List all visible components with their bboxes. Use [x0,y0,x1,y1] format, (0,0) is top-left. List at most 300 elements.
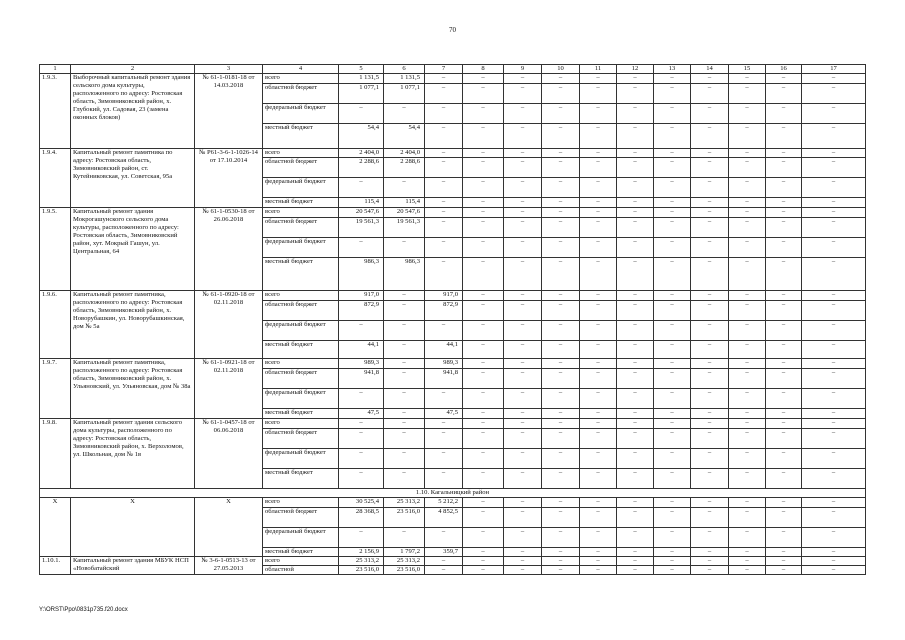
table-row [40,74,866,84]
value-cell: – [580,321,617,341]
funding-source: местный бюджет [263,124,339,149]
value-cell: – [580,208,617,218]
value-cell: – [802,369,866,389]
value-cell: 872,9 [339,301,384,321]
value-cell: – [802,469,866,489]
value-cell: – [384,409,425,419]
value-cell: – [580,158,617,178]
value-cell: – [580,449,617,469]
value-cell: – [766,359,802,369]
value-cell: – [729,258,766,291]
value-cell: – [542,409,580,419]
value-cell: – [691,409,729,419]
value-cell: – [691,469,729,489]
value-cell: – [802,557,866,566]
value-cell: – [339,104,384,124]
value-cell: – [802,291,866,301]
value-cell: – [463,548,504,557]
value-cell: 989,3 [339,359,384,369]
value-cell: – [802,74,866,84]
value-cell: – [691,301,729,321]
page-number: 70 [449,26,456,34]
value-cell: – [802,409,866,419]
value-cell: 25 313,2 [384,498,425,508]
value-cell: – [617,84,654,104]
item-name: Капитальный ремонт здания МБУК НСП «Новобатайский [71,557,195,575]
value-cell: – [766,124,802,149]
value-cell: – [617,301,654,321]
value-cell: – [766,566,802,575]
budget-table [39,64,866,575]
value-cell: – [802,158,866,178]
value-cell: – [580,557,617,566]
funding-source: федеральный бюджет [263,449,339,469]
value-cell: – [384,369,425,389]
value-cell: – [617,124,654,149]
value-cell: – [691,178,729,198]
value-cell: – [580,341,617,359]
funding-source: местный бюджет [263,469,339,489]
value-cell: – [654,369,691,389]
item-name: Капитальный ремонт памятника, расположенного по адресу: Ростовская область, Зимовниковский район, х. Ульяновский, ул. Ульяновская, дом № 38а [71,359,195,419]
value-cell: – [339,429,384,449]
column-header: 6 [384,65,425,74]
value-cell: 941,8 [425,369,463,389]
document-number: № 61-1-0457-18 от 06.06.2018 [195,419,263,489]
value-cell: – [504,301,542,321]
value-cell: – [729,149,766,158]
value-cell: – [504,369,542,389]
value-cell: – [617,341,654,359]
funding-source: федеральный бюджет [263,528,339,548]
value-cell: 2 404,0 [384,149,425,158]
document-number: № 61-1-0921-18 от 02.11.2018 [195,359,263,419]
value-cell: – [425,321,463,341]
value-cell: – [580,258,617,291]
value-cell: – [617,498,654,508]
value-cell: – [654,528,691,548]
value-cell: – [802,341,866,359]
value-cell: – [339,321,384,341]
value-cell: 115,4 [339,198,384,208]
value-cell: – [542,291,580,301]
item-number: 1.10.1. [40,557,71,575]
value-cell: – [504,208,542,218]
value-cell: – [766,528,802,548]
value-cell: – [691,149,729,158]
value-cell: – [654,508,691,528]
value-cell: – [542,149,580,158]
value-cell: – [463,258,504,291]
value-cell: – [654,409,691,419]
value-cell: – [425,557,463,566]
value-cell: – [654,469,691,489]
value-cell: 54,4 [384,124,425,149]
value-cell: – [766,158,802,178]
value-cell: – [691,158,729,178]
column-header: 12 [617,65,654,74]
value-cell: – [580,238,617,258]
column-header: 15 [729,65,766,74]
value-cell: – [504,409,542,419]
funding-source: федеральный бюджет [263,321,339,341]
column-header: 13 [654,65,691,74]
value-cell: – [654,208,691,218]
value-cell: – [384,321,425,341]
value-cell: – [729,208,766,218]
value-cell: – [617,557,654,566]
value-cell: – [463,149,504,158]
value-cell: – [766,208,802,218]
value-cell: – [425,419,463,429]
value-cell: – [504,321,542,341]
value-cell: – [766,104,802,124]
table-row [40,149,866,158]
funding-source: всего [263,557,339,566]
value-cell: – [463,528,504,548]
value-cell: – [691,321,729,341]
item-name: Капитальный ремонт памятника по адресу: Ростовская область, Зимовниковский район, ст. Кутейниковская, ул. Советская, 95а [71,149,195,208]
value-cell: – [766,74,802,84]
value-cell: – [654,449,691,469]
funding-source: областной бюджет [263,84,339,104]
value-cell: – [691,208,729,218]
value-cell: – [504,419,542,429]
value-cell: – [691,548,729,557]
value-cell: – [425,528,463,548]
value-cell: – [463,557,504,566]
value-cell: – [766,548,802,557]
value-cell: – [384,419,425,429]
value-cell: – [580,419,617,429]
value-cell: – [425,178,463,198]
value-cell: – [654,359,691,369]
value-cell: 2 288,6 [384,158,425,178]
value-cell: – [617,291,654,301]
value-cell: – [384,429,425,449]
funding-source: областной [263,566,339,575]
value-cell: – [463,469,504,489]
value-cell: – [425,149,463,158]
value-cell: – [580,548,617,557]
value-cell: – [654,419,691,429]
value-cell: – [654,291,691,301]
value-cell: – [542,321,580,341]
funding-source: всего [263,149,339,158]
value-cell: – [580,198,617,208]
item-number: 1.9.7. [40,359,71,419]
value-cell: – [729,449,766,469]
value-cell: – [425,429,463,449]
value-cell: – [504,178,542,198]
value-cell: – [729,369,766,389]
value-cell: – [463,429,504,449]
value-cell: 30 525,4 [339,498,384,508]
value-cell: – [654,429,691,449]
value-cell: – [802,218,866,238]
value-cell: 25 313,2 [339,557,384,566]
value-cell: – [542,449,580,469]
item-name: Выборочный капитальный ремонт здания сельского дома культуры, расположенного по адресу: Ростовская область, Зимовниковский район, х. Глубокий, ул. Садовая, 23 (замена оконных блоков) [71,74,195,149]
value-cell: – [504,74,542,84]
value-cell: – [339,469,384,489]
funding-source: местный бюджет [263,258,339,291]
value-cell: – [617,369,654,389]
value-cell: – [802,419,866,429]
funding-source: федеральный бюджет [263,238,339,258]
value-cell: – [463,301,504,321]
value-cell: – [802,208,866,218]
value-cell: 1 131,5 [339,74,384,84]
value-cell: – [542,566,580,575]
value-cell: – [766,449,802,469]
column-header: 14 [691,65,729,74]
column-header: 3 [195,65,263,74]
value-cell: – [802,178,866,198]
value-cell: – [617,74,654,84]
value-cell: – [802,238,866,258]
budget-table-container [39,64,865,575]
value-cell: – [463,74,504,84]
value-cell: 872,9 [425,301,463,321]
value-cell: – [580,124,617,149]
table-row [40,291,866,301]
value-cell: – [654,178,691,198]
value-cell: – [504,548,542,557]
value-cell: – [425,218,463,238]
value-cell: – [654,321,691,341]
value-cell: – [802,258,866,291]
value-cell: – [504,508,542,528]
funding-source: местный бюджет [263,548,339,557]
value-cell: – [425,74,463,84]
value-cell: 917,0 [425,291,463,301]
funding-source: всего [263,419,339,429]
funding-source: федеральный бюджет [263,104,339,124]
value-cell: 2 288,6 [339,158,384,178]
value-cell: – [654,74,691,84]
value-cell: – [691,389,729,409]
value-cell: – [463,158,504,178]
value-cell: – [729,178,766,198]
value-cell: – [542,389,580,409]
value-cell: – [580,301,617,321]
value-cell: – [691,528,729,548]
value-cell: – [766,178,802,198]
value-cell: – [617,208,654,218]
value-cell: – [384,238,425,258]
value-cell: – [463,369,504,389]
item-number: 1.9.4. [40,149,71,208]
value-cell: – [691,449,729,469]
document-number: № 61-1-0181-18 от 14.03.2018 [195,74,263,149]
value-cell: – [580,409,617,419]
value-cell: – [463,566,504,575]
column-header: 7 [425,65,463,74]
value-cell: – [425,238,463,258]
value-cell: 2 156,9 [339,548,384,557]
value-cell: – [542,218,580,238]
item-number: 1.9.5. [40,208,71,291]
value-cell: – [542,341,580,359]
value-cell: – [617,359,654,369]
value-cell: – [654,258,691,291]
value-cell: – [654,557,691,566]
value-cell: – [463,178,504,198]
value-cell: – [463,449,504,469]
value-cell: – [384,178,425,198]
value-cell: – [542,198,580,208]
value-cell: – [580,218,617,238]
value-cell: – [654,104,691,124]
funding-source: областной бюджет [263,218,339,238]
value-cell: – [766,238,802,258]
value-cell: 917,0 [339,291,384,301]
value-cell: – [729,528,766,548]
value-cell: – [802,548,866,557]
funding-source: всего [263,498,339,508]
value-cell: – [766,84,802,104]
value-cell: – [766,218,802,238]
value-cell: – [504,498,542,508]
value-cell: – [580,389,617,409]
funding-source: всего [263,359,339,369]
value-cell: – [691,369,729,389]
value-cell: – [542,359,580,369]
value-cell: – [504,341,542,359]
value-cell: – [691,419,729,429]
value-cell: – [691,498,729,508]
value-cell: – [729,341,766,359]
value-cell: – [691,291,729,301]
table-row [40,419,866,429]
value-cell: – [542,528,580,548]
value-cell: – [463,359,504,369]
value-cell: 986,3 [339,258,384,291]
value-cell: – [691,74,729,84]
value-cell: – [617,158,654,178]
value-cell: – [729,218,766,238]
value-cell: – [691,124,729,149]
value-cell: – [729,74,766,84]
funding-source: областной бюджет [263,158,339,178]
district-title: 1.10. Кагальницкий район [40,489,866,498]
value-cell: – [617,218,654,238]
value-cell: – [617,469,654,489]
value-cell: – [766,557,802,566]
value-cell: – [504,389,542,409]
value-cell: – [425,208,463,218]
column-header: 17 [802,65,866,74]
value-cell: – [504,104,542,124]
column-header: 16 [766,65,802,74]
value-cell: – [542,498,580,508]
value-cell: – [463,198,504,208]
value-cell: – [580,498,617,508]
value-cell: – [425,469,463,489]
value-cell: 44,1 [425,341,463,359]
value-cell: – [802,301,866,321]
value-cell: – [654,566,691,575]
funding-source: федеральный бюджет [263,178,339,198]
column-header: 2 [71,65,195,74]
value-cell: – [654,198,691,208]
value-cell: – [463,124,504,149]
value-cell: – [542,419,580,429]
item-number: 1.9.3. [40,74,71,149]
document-number: Х [195,498,263,557]
value-cell: – [384,449,425,469]
value-cell: – [691,84,729,104]
value-cell: – [463,291,504,301]
value-cell: 47,5 [425,409,463,419]
value-cell: – [802,359,866,369]
value-cell: – [729,359,766,369]
value-cell: – [617,449,654,469]
funding-source: всего [263,74,339,84]
value-cell: – [425,566,463,575]
funding-source: всего [263,291,339,301]
value-cell: – [766,321,802,341]
value-cell: – [654,84,691,104]
value-cell: – [766,341,802,359]
item-number: 1.9.8. [40,419,71,489]
funding-source: местный бюджет [263,198,339,208]
value-cell: – [617,508,654,528]
value-cell: – [339,238,384,258]
table-row [40,208,866,218]
item-number: Х [40,498,71,557]
value-cell: – [542,548,580,557]
value-cell: – [580,429,617,449]
value-cell: – [384,528,425,548]
value-cell: – [425,84,463,104]
value-cell: – [729,557,766,566]
value-cell: – [542,238,580,258]
value-cell: 23 516,0 [384,566,425,575]
value-cell: – [542,258,580,291]
value-cell: 20 547,6 [384,208,425,218]
value-cell: – [654,341,691,359]
funding-source: областной бюджет [263,429,339,449]
value-cell: – [580,469,617,489]
value-cell: – [802,508,866,528]
value-cell: – [542,557,580,566]
value-cell: 1 077,1 [384,84,425,104]
column-header: 1 [40,65,71,74]
value-cell: – [654,124,691,149]
value-cell: – [504,449,542,469]
value-cell: – [691,429,729,449]
value-cell: – [729,104,766,124]
value-cell: – [654,158,691,178]
value-cell: – [691,566,729,575]
value-cell: – [729,238,766,258]
funding-source: областной бюджет [263,369,339,389]
value-cell: – [766,469,802,489]
value-cell: – [339,528,384,548]
value-cell: – [802,104,866,124]
value-cell: – [542,301,580,321]
value-cell: – [504,469,542,489]
value-cell: 54,4 [339,124,384,149]
value-cell: – [463,104,504,124]
column-header: 4 [263,65,339,74]
document-number: № 3-6-1-0513-13 от 27.05.2013 [195,557,263,575]
value-cell: – [504,124,542,149]
item-number: 1.9.6. [40,291,71,359]
value-cell: – [384,469,425,489]
